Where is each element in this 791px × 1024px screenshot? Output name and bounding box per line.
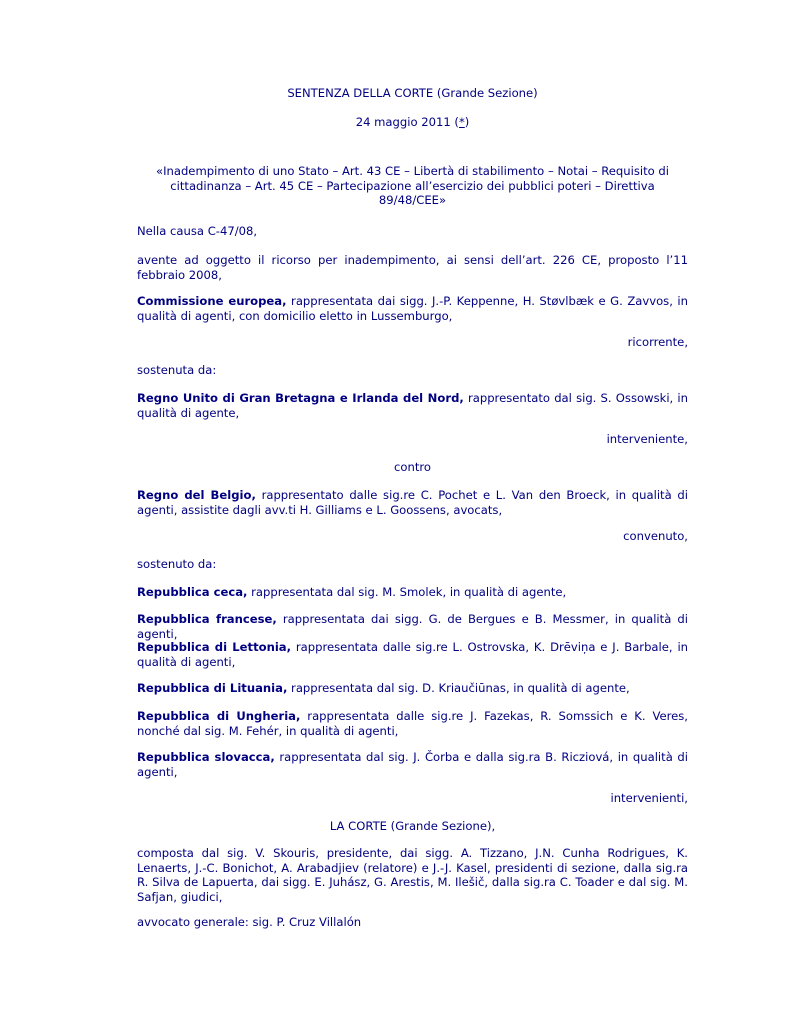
- versus-label: contro: [394, 460, 431, 474]
- intervener-applicant-role: interveniente,: [606, 432, 688, 446]
- intervener-latvia: [137, 640, 688, 669]
- footnote-open: (: [450, 115, 459, 129]
- intervener-name: Repubblica di Ungheria,: [137, 709, 301, 723]
- intervener-representation: rappresentata dal sig. J. Čorba e dalla sig.ra B. Ricziová, in qualità di agenti,: [137, 750, 688, 779]
- applicant-paragraph: [137, 294, 688, 323]
- document-title: SENTENZA DELLA CORTE (Grande Sezione): [287, 86, 538, 100]
- intervener-representation: rappresentata dalle sig.re L. Ostrovska, K. Drēviņa e J. Barbale, in qualità di agenti,: [137, 640, 689, 669]
- case-summary-line-2: cittadinanza – Art. 45 CE – Partecipazione all’esercizio dei pubblici poteri – Direttiva 89/48/CEE»: [170, 178, 655, 207]
- case-number: Nella causa C-47/08,: [137, 224, 258, 238]
- intervener-czech: [137, 585, 688, 600]
- case-summary-line-1: «Inadempimento di uno Stato – Art. 43 CE – Libertà di stabilimento – Notai – Requisito di: [155, 164, 670, 178]
- supported-by-label: sostenuta da:: [137, 363, 217, 377]
- supported-by-defendant-label: sostenuto da:: [137, 557, 217, 571]
- case-summary: [137, 164, 688, 208]
- judgment-date: 24 maggio 2011: [355, 115, 451, 129]
- defendant-role: convenuto,: [623, 529, 688, 543]
- court-composition: composta dal sig. V. Skouris, presidente, dai sigg. A. Tizzano, J.N. Cunha Rodrigues, K. Lenaerts, J.-C. Bonichot, A. Arabadjiev (relatore) e J.-J. Kasel, presidenti di sezione, dalla sig.ra R. Silva de Lapuerta, dai sigg. E. Juhász, G. Arestis, M. Ilešič, dalla sig.ra C. Toader e dal sig. M. Safjan, giudici,: [137, 846, 688, 904]
- intervener-name: Repubblica ceca,: [137, 585, 248, 599]
- court-heading: LA CORTE (Grande Sezione),: [329, 819, 496, 833]
- intervener-name: Repubblica slovacca,: [137, 750, 275, 764]
- applicant-name: Commissione europea,: [137, 294, 287, 308]
- intervener-representation: rappresentata dalle sig.re J. Fazekas, R. Somssich e K. Veres, nonché dal sig. M. Fehér, in qualità di agenti,: [137, 709, 688, 738]
- intervener-representation: rappresentata dal sig. D. Kriaučiūnas, in qualità di agente,: [287, 681, 630, 695]
- intervener-lithuania: [137, 681, 688, 696]
- intervener-slovakia: [137, 750, 688, 779]
- judgment-date-line: [137, 115, 688, 130]
- defendant-representation: rappresentato dalle sig.re C. Pochet e L. Van den Broeck, in qualità di agenti, assistite dagli avv.ti H. Gilliams e L. Goossens, avocats,: [137, 488, 688, 517]
- applicant-role: ricorrente,: [627, 335, 688, 349]
- defendant-name: Regno del Belgio,: [137, 488, 256, 502]
- intervener-hungary: [137, 709, 688, 738]
- intervener-name: Repubblica di Lettonia,: [137, 640, 292, 654]
- intervener-name: Repubblica di Lituania,: [137, 681, 288, 695]
- defendant-paragraph: [137, 488, 688, 517]
- intervener-applicant-name: Regno Unito di Gran Bretagna e Irlanda del Nord,: [137, 391, 464, 405]
- intervener-representation: rappresentata dai sigg. G. de Bergues e B. Messmer, in qualità di agenti,: [137, 612, 688, 641]
- intervener-representation: rappresentata dal sig. M. Smolek, in qualità di agente,: [247, 585, 567, 599]
- interveners-role: intervenienti,: [610, 791, 688, 805]
- advocate-general: avvocato generale: sig. P. Cruz Villalón: [137, 915, 362, 929]
- footnote-close: ): [464, 115, 470, 129]
- intervener-france: [137, 612, 688, 641]
- intervener-applicant-representation: rappresentato dal sig. S. Ossowski, in qualità di agente,: [137, 391, 688, 420]
- action-description: avente ad oggetto il ricorso per inadempimento, ai sensi dell’art. 226 CE, proposto l’11 febbraio 2008,: [137, 253, 688, 282]
- footnote-link[interactable]: *: [458, 115, 465, 129]
- intervener-name: Repubblica francese,: [137, 612, 277, 626]
- intervener-applicant-paragraph: [137, 391, 688, 420]
- applicant-representation: rappresentata dai sigg. J.-P. Keppenne, H. Støvlbæk e G. Zavvos, in qualità di agenti, con domicilio eletto in Lussemburgo,: [137, 294, 688, 323]
